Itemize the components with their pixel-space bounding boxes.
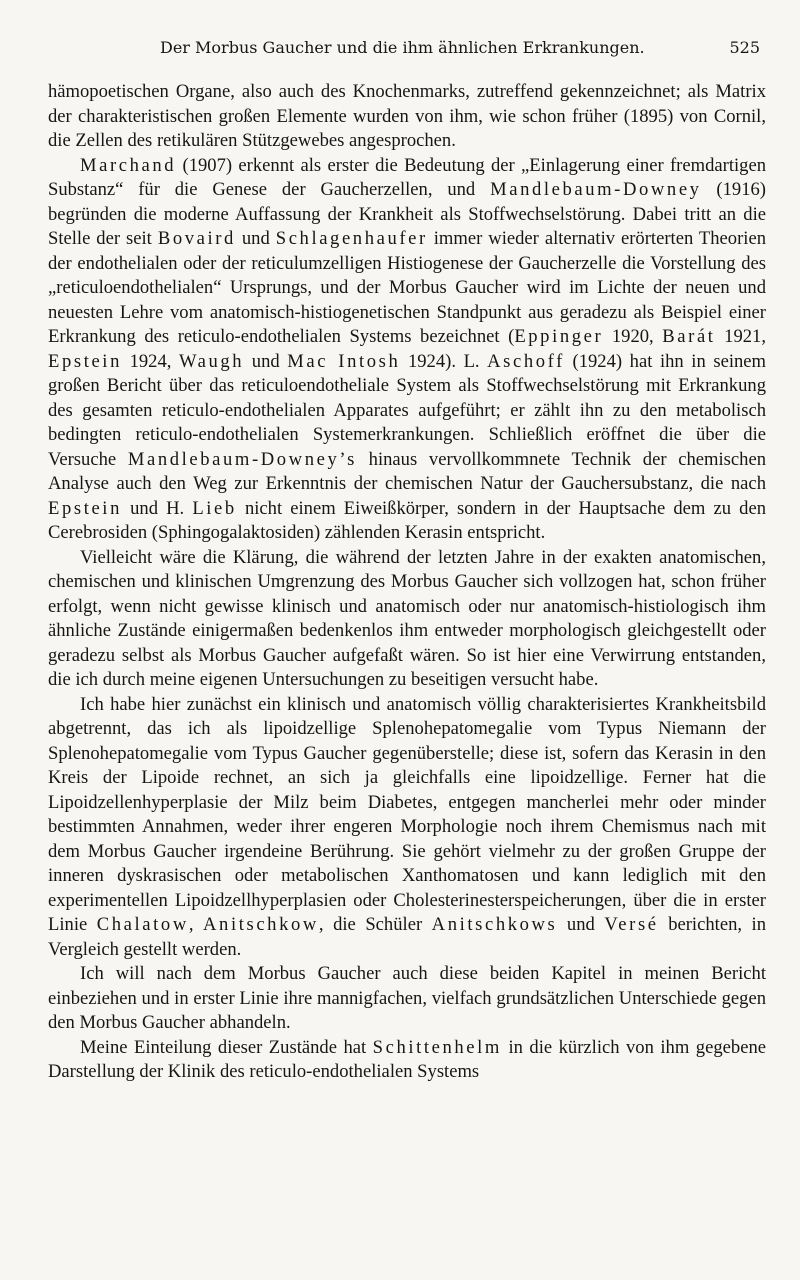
text-run: hämopoetischen Organe, also auch des Knochenmarks, zutreffend gekennzeichnet; als Matrix der charakteristischen großen Elemente wurden von ihm, wie schon früher (1895) von Cornil, die Zellen des retikulären Stützgewebes angesprochen. [48, 81, 766, 151]
author-name: Mac Intosh [287, 350, 401, 372]
text-run: Ich habe hier zunächst ein klinisch und anatomisch völlig charakterisiertes Krankheitsbild abgetrennt, das ich als lipoidzellige Splenohepatomegalie vom Typus Niemann der Splenohepatomegalie vom Typus Gaucher gegenüberstelle; diese ist, sofern das Kerasin in den Kreis der Lipoide rechnet, an sich ja gleichfalls eine lipoidzellige. Ferner hat die Lipoidzellenhyperplasie der Milz beim Diabetes, entgegen mancherlei mehr oder minder bestimmten Annahmen, weder ihrer engeren Morphologie noch ihrem Chemismus nach mit dem Morbus Gaucher irgendeine Berührung. Sie gehört vielmehr zu der großen Gruppe der inneren dyskrasischen oder metabolischen Xanthomatosen und kann lediglich mit den experimentellen Lipoidzellhyperplasien oder Cholesterinesterspeicherungen, über die in erster Linie [48, 693, 766, 935]
author-name: Mandlebaum-Downey’s [127, 448, 357, 470]
text-run: Ich will nach dem Morbus Gaucher auch diese beiden Kapitel in meinen Bericht einbeziehen und in erster Linie ihre mannigfachen, vielfach grundsätzlichen Unterschiede gegen den Morbus Gaucher abhandeln. [48, 963, 766, 1033]
text-run: 1924). L. [400, 350, 488, 372]
page-number: 525 [729, 38, 760, 57]
author-name: Waugh [178, 350, 245, 372]
text-run: 1924, [121, 350, 179, 372]
text-run: Vielleicht wäre die Klärung, die während der letzten Jahre in der exakten anatomischen, chemischen und klinischen Umgrenzung des Morbus Gaucher sich vollzogen hat, schon früher erfolgt, wenn nicht gewisse klinisch und anatomisch oder nur anatomisch-histiologisch ihm ähnliche Zustände einigermaßen bedenkenlos ihm entweder morphologisch gleichgestellt oder geradezu selbst als Morbus Gaucher aufgefaßt wären. So ist hier eine Verwirrung entstanden, die ich durch meine eigenen Untersuchungen zu beseitigen versucht habe. [48, 546, 766, 690]
author-name: Schittenhelm [372, 1036, 502, 1058]
body-text [48, 80, 766, 1085]
author-name: Bovaird [157, 228, 236, 249]
text-run: , die Schüler [318, 914, 432, 935]
author-name: Anitschkow [203, 914, 319, 935]
author-name: Epstein [48, 350, 122, 372]
paragraph-5 [48, 962, 766, 1036]
paragraph-1 [48, 80, 766, 154]
text-run: und [244, 350, 288, 372]
author-name: Aschoff [487, 350, 565, 372]
text-run: nicht einem Eiweißkörper, sondern in der Hauptsache dem zu den Cerebrosiden (Sphingogalaktosiden) zählenden Kerasin entspricht. [48, 497, 766, 543]
text-run: in die kürzlich von ihm gegebene Darstellung der Klinik des reticulo-endothelialen Systems [48, 1036, 766, 1082]
paragraph-2 [48, 154, 766, 546]
text-run: berichten, in Vergleich gestellt werden. [48, 914, 767, 960]
page-header [90, 38, 760, 60]
text-run: (1916) begründen die moderne Auffassung der Krankheit als Stoffwechselstörung. Dabei tritt an die Stelle der seit [48, 179, 766, 249]
text-run: immer wieder alternativ erörterten Theorien der endothelialen oder der reticulumzelligen Histiogenese der Gaucherzelle die Vorstellung des „reticuloendothelialen“ Ursprungs, und der Morbus Gaucher wird im Lichte der neuen und neuesten Lehre vom anatomisch-histiogenetischen Standpunkt aus geradezu als Beispiel einer Erkrankung des reticulo-endothelialen Systems bezeichnet ( [48, 228, 766, 347]
text-run: und [557, 914, 605, 935]
author-name: Chalatow [96, 914, 189, 935]
paragraph-6 [48, 1036, 766, 1085]
author-name: Lieb [192, 497, 237, 519]
text-run: und [235, 228, 276, 249]
text-run: und H. [121, 497, 193, 519]
author-name: Schlagenhaufer [275, 228, 428, 249]
running-title: Der Morbus Gaucher und die ihm ähnlichen Erkrankungen. [160, 38, 645, 57]
text-run: 1920, [603, 326, 663, 347]
author-name: Mandlebaum-Downey [490, 179, 702, 200]
text-run: hinaus vervollkommnete Technik der chemischen Analyse auch den Weg zur Erkenntnis der chemischen Natur der Gauchersubstanz, die nach [48, 448, 766, 494]
author-name: Versé [604, 914, 659, 935]
author-name: Anitschkows [431, 914, 558, 935]
author-name: Eppinger [514, 326, 604, 347]
paragraph-4 [48, 693, 766, 963]
author-name: Marchand [80, 154, 177, 176]
author-name: Barát [662, 326, 716, 347]
author-name: Epstein [48, 497, 122, 519]
text-run: Meine Einteilung dieser Zustände hat [80, 1036, 373, 1058]
text-run: , [188, 914, 204, 935]
paragraph-3 [48, 546, 766, 693]
text-run: (1924) hat ihn in seinem großen Bericht über das reticuloendotheliale System als Stoffwechselstörung mit Erkrankung des gesamten reticulo-endothelialen Apparates aufgeführt; er zählt ihn zu den metabolisch bedingten reticulo-endothelialen Systemerkrankungen. Schließlich eröffnet die über die Versuche [48, 350, 767, 470]
text-run: 1921, [715, 326, 766, 347]
text-run: (1907) erkennt als erster die Bedeutung der „Einlagerung einer fremdartigen Substanz“ für die Genese der Gaucherzellen, und [48, 154, 766, 200]
